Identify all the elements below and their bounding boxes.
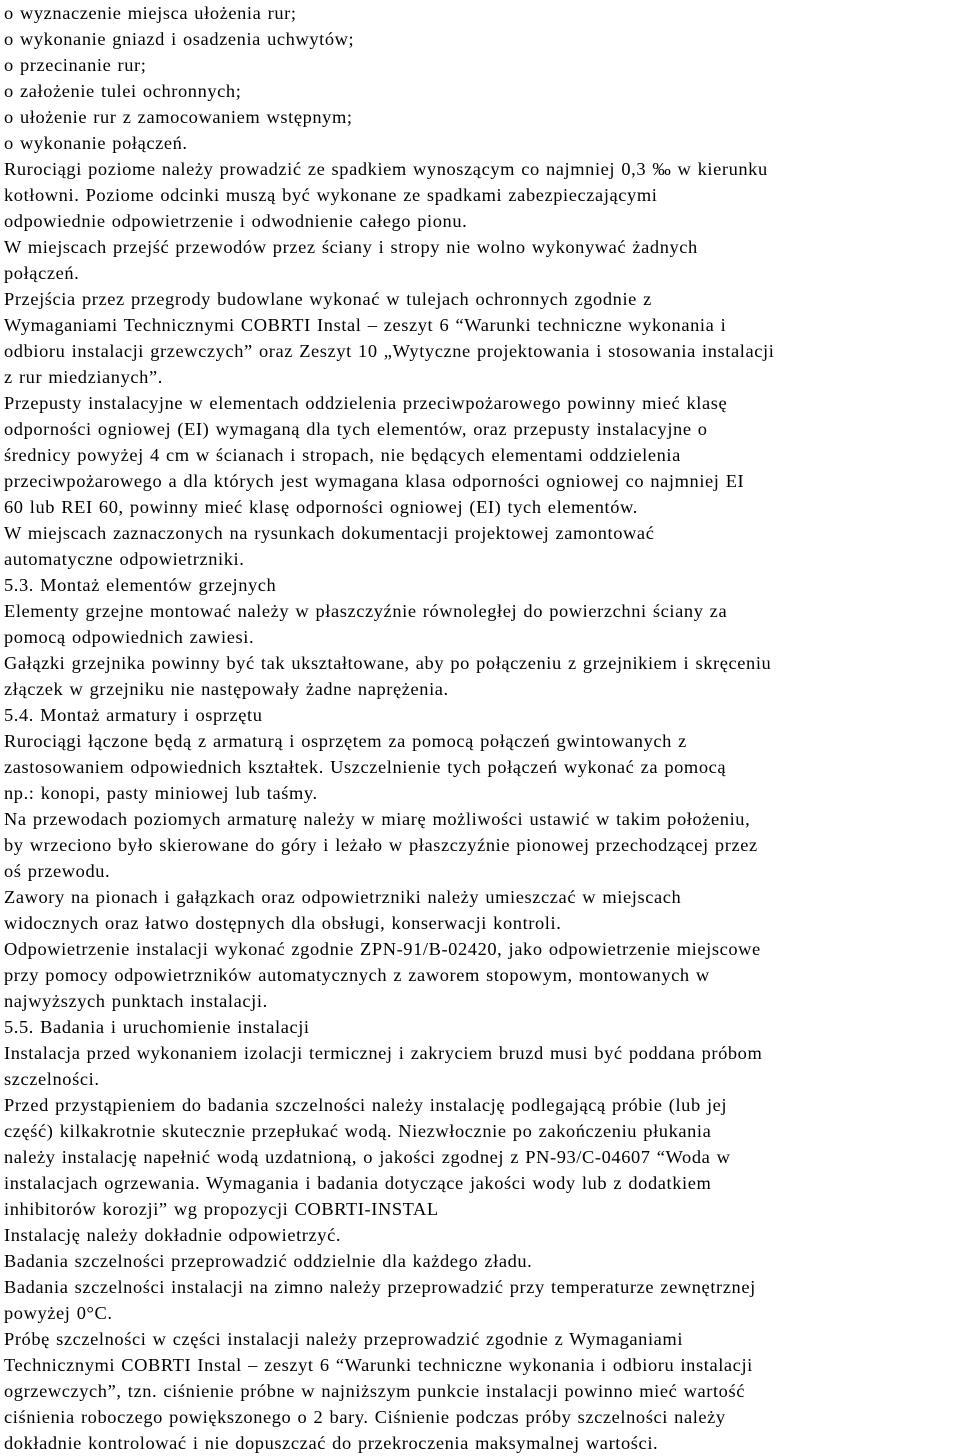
text-line: ciśnienia roboczego powiększonego o 2 bary. Ciśnienie podczas próby szczelności należy <box>4 1407 726 1427</box>
text-line: Odpowietrzenie instalacji wykonać zgodnie ZPN-91/B-02420, jako odpowietrzenie miejscowe <box>4 939 761 959</box>
text-line: Przed przystąpieniem do badania szczelności należy instalację podlegającą próbie (lub jej <box>4 1095 728 1115</box>
text-line: szczelności. <box>4 1069 100 1089</box>
text-line: odpowiednie odpowietrzenie i odwodnienie całego pionu. <box>4 211 468 231</box>
text-line: ogrzewczych”, tzn. ciśnienie próbne w najniższym punkcie instalacji powinno mieć wartość <box>4 1381 745 1401</box>
text-line: Zawory na pionach i gałązkach oraz odpowietrzniki należy umieszczać w miejscach <box>4 887 682 907</box>
text-line: zastosowaniem odpowiednich kształtek. Uszczelnienie tych połączeń wykonać za pomocą <box>4 757 727 777</box>
text-line: Rurociągi łączone będą z armaturą i osprzętem za pomocą połączeń gwintowanych z <box>4 731 687 751</box>
text-line: Technicznymi COBRTI Instal – zeszyt 6 “Warunki techniczne wykonania i odbioru instalacji <box>4 1355 753 1375</box>
text-line: należy instalację napełnić wodą uzdatnioną, o jakości zgodnej z PN-93/C-04607 “Woda w <box>4 1147 731 1167</box>
text-line: średnicy powyżej 4 cm w ścianach i stropach, nie będących elementami oddzielenia <box>4 445 681 465</box>
text-line: kotłowni. Poziome odcinki muszą być wykonane ze spadkami zabezpieczającymi <box>4 185 658 205</box>
text-line: inhibitorów korozji” wg propozycji COBRTI-INSTAL <box>4 1199 439 1219</box>
text-line: widocznych oraz łatwo dostępnych dla obsługi, konserwacji kontroli. <box>4 913 562 933</box>
text-line: oś przewodu. <box>4 861 111 881</box>
text-line: by wrzeciono było skierowane do góry i leżało w płaszczyźnie pionowej przechodzącej przez <box>4 835 758 855</box>
text-line: o założenie tulei ochronnych; <box>4 81 242 101</box>
text-line: Badania szczelności instalacji na zimno należy przeprowadzić przy temperaturze zewnętrznej <box>4 1277 756 1297</box>
text-line: odbioru instalacji grzewczych” oraz Zeszyt 10 „Wytyczne projektowania i stosowania instalacji <box>4 341 775 361</box>
text-line: o wykonanie gniazd i osadzenia uchwytów; <box>4 29 355 49</box>
text-line: Instalacja przed wykonaniem izolacji termicznej i zakryciem bruzd musi być poddana próbom <box>4 1043 763 1063</box>
text-line: złączek w grzejniku nie następowały żadne naprężenia. <box>4 679 449 699</box>
text-line: przeciwpożarowego a dla których jest wymagana klasa odporności ogniowej co najmniej EI <box>4 471 745 491</box>
text-line: Przejścia przez przegrody budowlane wykonać w tulejach ochronnych zgodnie z <box>4 289 652 309</box>
text-line: 60 lub REI 60, powinny mieć klasę odporności ogniowej (EI) tych elementów. <box>4 497 638 517</box>
text-line: Instalację należy dokładnie odpowietrzyć. <box>4 1225 342 1245</box>
text-line: W miejscach przejść przewodów przez ściany i stropy nie wolno wykonywać żadnych <box>4 237 698 257</box>
text-line: Gałązki grzejnika powinny być tak ukształtowane, aby po połączeniu z grzejnikiem i skręceniu <box>4 653 772 673</box>
text-line: połączeń. <box>4 263 80 283</box>
text-line: z rur miedzianych”. <box>4 367 163 387</box>
text-line: przy pomocy odpowietrzników automatycznych z zaworem stopowym, montowanych w <box>4 965 710 985</box>
text-line: Na przewodach poziomych armaturę należy w miarę możliwości ustawić w takim położeniu, <box>4 809 751 829</box>
text-line: Elementy grzejne montować należy w płaszczyźnie równoległej do powierzchni ściany za <box>4 601 728 621</box>
text-line: Badania szczelności przeprowadzić oddzielnie dla każdego zładu. <box>4 1251 533 1271</box>
text-line: Wymaganiami Technicznymi COBRTI Instal – zeszyt 6 “Warunki techniczne wykonania i <box>4 315 727 335</box>
text-line: o wyznaczenie miejsca ułożenia rur; <box>4 3 297 23</box>
text-line: dokładnie kontrolować i nie dopuszczać do przekroczenia maksymalnej wartości. <box>4 1433 659 1453</box>
text-line: instalacjach ogrzewania. Wymagania i badania dotyczące jakości wody lub z dodatkiem <box>4 1173 712 1193</box>
text-line: 5.3. Montaż elementów grzejnych <box>4 575 277 595</box>
text-line: 5.4. Montaż armatury i osprzętu <box>4 705 263 725</box>
text-line: Rurociągi poziome należy prowadzić ze spadkiem wynoszącym co najmniej 0,3 ‰ w kierunku <box>4 159 768 179</box>
text-line: najwyższych punktach instalacji. <box>4 991 268 1011</box>
text-line: 5.5. Badania i uruchomienie instalacji <box>4 1017 310 1037</box>
text-line: część) kilkakrotnie skutecznie przepłukać wodą. Niezwłocznie po zakończeniu płukania <box>4 1121 712 1141</box>
text-line: powyżej 0°C. <box>4 1303 113 1323</box>
text-line: Próbę szczelności w części instalacji należy przeprowadzić zgodnie z Wymaganiami <box>4 1329 684 1349</box>
text-line: o ułożenie rur z zamocowaniem wstępnym; <box>4 107 353 127</box>
text-line: np.: konopi, pasty miniowej lub taśmy. <box>4 783 318 803</box>
text-line: pomocą odpowiednich zawiesi. <box>4 627 255 647</box>
text-line: W miejscach zaznaczonych na rysunkach dokumentacji projektowej zamontować <box>4 523 655 543</box>
text-line: o wykonanie połączeń. <box>4 133 188 153</box>
text-line: automatyczne odpowietrzniki. <box>4 549 245 569</box>
text-line: odporności ogniowej (EI) wymaganą dla tych elementów, oraz przepusty instalacyjne o <box>4 419 708 439</box>
text-line: o przecinanie rur; <box>4 55 147 75</box>
text-line: Przepusty instalacyjne w elementach oddzielenia przeciwpożarowego powinny mieć klasę <box>4 393 728 413</box>
